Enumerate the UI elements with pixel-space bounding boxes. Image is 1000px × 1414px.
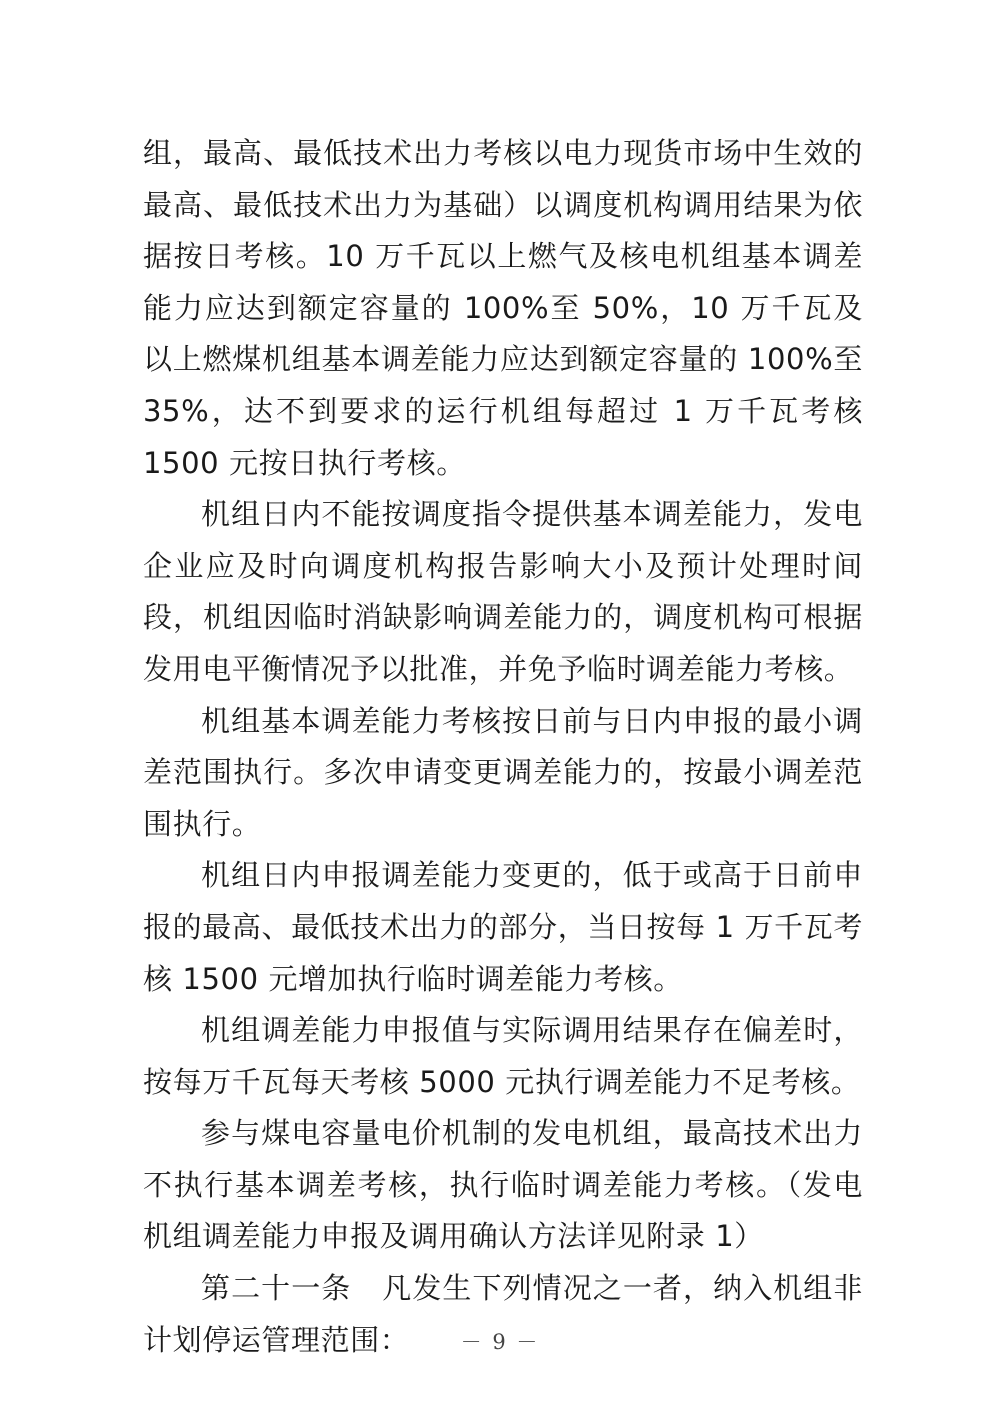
article-text: 凡发生下列情况之一者，纳入机组非计划停运管理范围： <box>143 1271 863 1357</box>
article-spacer <box>351 1271 382 1305</box>
paragraph-minimum-range: 机组基本调差能力考核按日前与日内申报的最小调差范围执行。多次申请变更调差能力的，按最小调差范围执行。 <box>143 703 863 841</box>
paragraph-deviation: 机组调差能力申报值与实际调用结果存在偏差时，按每万千瓦每天考核 5000 元执行调差能力不足考核。 <box>143 1013 863 1099</box>
paragraph-coal-capacity: 参与煤电容量电价机制的发电机组，最高技术出力不执行基本调差考核，执行临时调差能力考核。（发电机组调差能力申报及调用确认方法详见附录 1） <box>143 1116 863 1254</box>
page-number: － 9 － <box>460 1330 540 1354</box>
paragraph-realtime-adjustment: 机组日内不能按调度指令提供基本调差能力，发电企业应及时向调度机构报告影响大小及预计处理时间段，机组因临时消缺影响调差能力的，调度机构可根据发用电平衡情况予以批准，并免予临时调差能力考核。 <box>143 497 863 686</box>
article-number: 第二十一条 <box>201 1271 352 1306</box>
paragraph-intraday-change: 机组日内申报调差能力变更的，低于或高于日前申报的最高、最低技术出力的部分，当日按每 1 万千瓦考核 1500 元增加执行临时调差能力考核。 <box>143 858 863 996</box>
paragraph-continuation: 组，最高、最低技术出力考核以电力现货市场中生效的最高、最低技术出力为基础）以调度机构调用结果为依据按日考核。10 万千瓦以上燃气及核电机组基本调差能力应达到额定容量的 100%至 50%，10 万千瓦及以上燃煤机组基本调差能力应达到额定容量的 100%至 35%，达不到要求的运行机组每超过 1 万千瓦考核 1500 元按日执行考核。 <box>143 136 863 480</box>
document-body <box>143 128 863 1366</box>
